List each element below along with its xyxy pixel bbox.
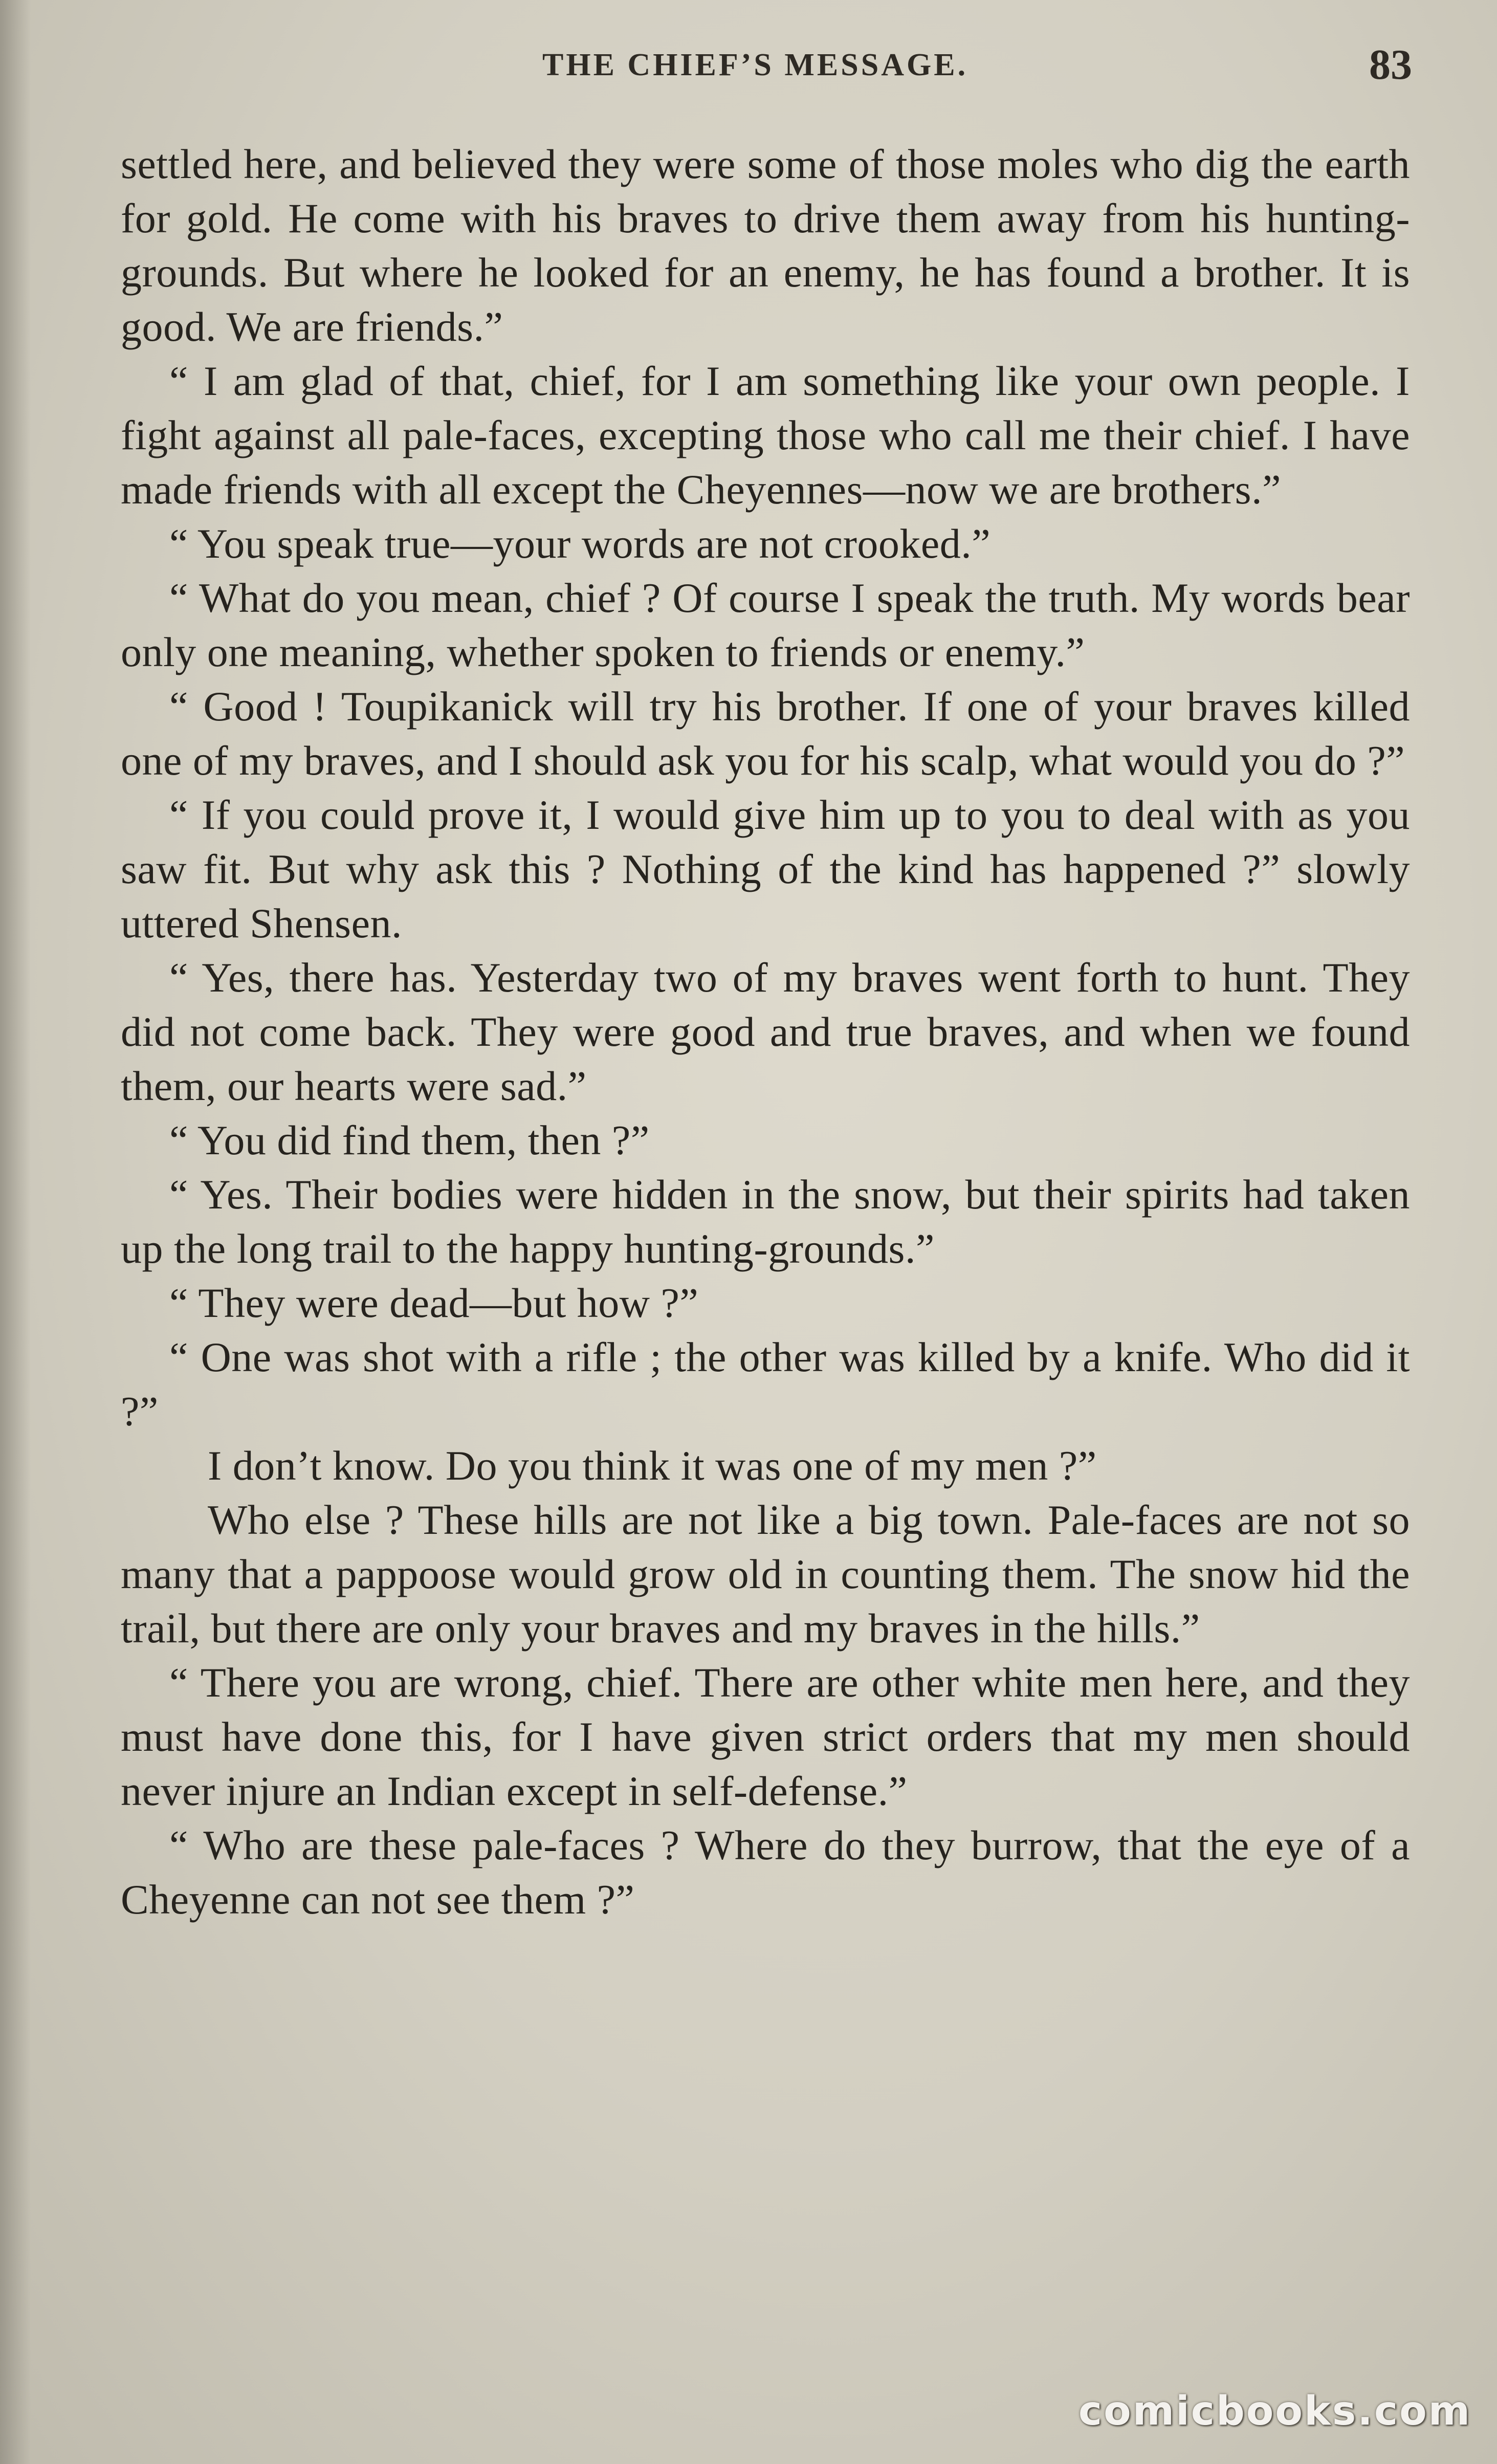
page-gutter-shadow — [0, 0, 31, 2464]
paragraph: “ One was shot with a rifle ; the other was killed by a knife. Who did it ?” — [121, 1334, 1410, 1435]
page-number: 83 — [1369, 41, 1412, 89]
paragraph: Who else ? These hills are not like a big town. Pale-faces are not so many that a pappoose would grow old in counting them. The snow hid the trail, but there are only your braves and my braves in the hills.” — [121, 1497, 1410, 1652]
paragraph: “ Good ! Toupikanick will try his brother. If one of your braves killed one of my braves, and I should ask you for his scalp, what would you do ?” — [121, 683, 1410, 784]
paragraph: I don’t know. Do you think it was one of my men ?” — [208, 1442, 1097, 1489]
paragraph: settled here, and believed they were some of those moles who dig the earth for gold. He come with his braves to drive them away from his hunting-grounds. But where he looked for an enemy, he has found a brother. It is good. We are friends.” — [121, 141, 1410, 350]
paragraph: “ You did find them, then ?” — [169, 1117, 650, 1163]
watermark: comicbooks.com — [1078, 2388, 1471, 2434]
paragraph: “ Yes, there has. Yesterday two of my braves went forth to hunt. They did not come back. They were good and true braves, and when we found them, our hearts were sad.” — [121, 954, 1410, 1109]
paragraph: “ What do you mean, chief ? Of course I speak the truth. My words bear only one meaning, whether spoken to friends or enemy.” — [121, 575, 1410, 675]
paragraph: “ Who are these pale-faces ? Where do they burrow, that the eye of a Cheyenne can not see them ?” — [121, 1822, 1410, 1923]
paragraph: “ If you could prove it, I would give him up to you to deal with as you saw fit. But why ask this ? Nothing of the kind has happened ?” slowly uttered Shensen. — [121, 791, 1410, 947]
body-text — [121, 137, 1410, 1927]
running-head: THE CHIEF’S MESSAGE. — [542, 48, 968, 82]
paragraph: “ Yes. Their bodies were hidden in the snow, but their spirits had taken up the long trail to the happy hunting-grounds.” — [121, 1171, 1410, 1272]
paragraph: “ There you are wrong, chief. There are other white men here, and they must have done this, for I have given strict orders that my men should never injure an Indian except in self-defense.” — [121, 1659, 1410, 1814]
page-header — [123, 40, 1412, 96]
paragraph: “ They were dead—but how ?” — [169, 1280, 699, 1326]
paragraph: “ I am glad of that, chief, for I am something like your own people. I fight against all pale-faces, excepting those who call me their chief. I have made friends with all except the Cheyennes—now we are brothers.” — [121, 358, 1410, 513]
paragraph: “ You speak true—your words are not crooked.” — [169, 520, 991, 567]
